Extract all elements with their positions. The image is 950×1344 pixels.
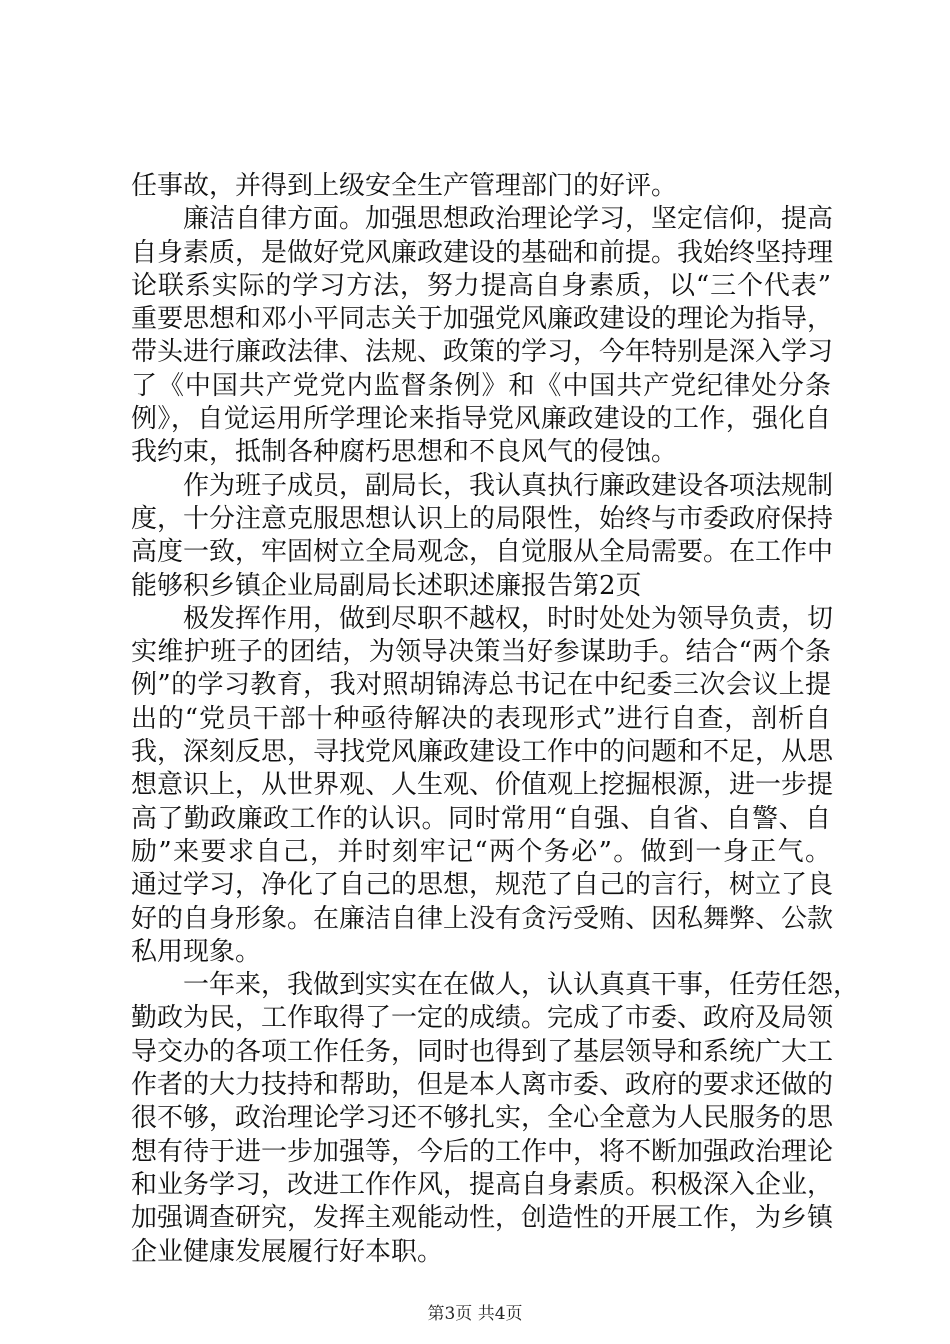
text-line: 重要思想和邓小平同志关于加强党风廉政建设的理论为指导， (131, 304, 834, 335)
text-line: 导交办的各项工作任务，同时也得到了基层领导和系统广大工 (131, 1036, 834, 1067)
text-line: 极发挥作用，做到尽职不越权，时时处处为领导负责，切 (183, 603, 834, 634)
text-line: 我约束，抵制各种腐朽思想和不良风气的侵蚀。 (131, 437, 678, 468)
text-line: 带头进行廉政法律、法规、政策的学习，今年特别是深入学习 (131, 337, 834, 368)
text-line: 想意识上，从世界观、人生观、价值观上挖掘根源，进一步提 (131, 770, 834, 801)
text-line: 加强调查研究，发挥主观能动性，创造性的开展工作，为乡镇 (131, 1203, 834, 1234)
text-line: 廉洁自律方面。加强思想政治理论学习，坚定信仰，提高 (183, 204, 834, 235)
text-line: 自身素质，是做好党风廉政建设的基础和前提。我始终坚持理 (131, 237, 834, 268)
text-line: 高了勤政廉政工作的认识。同时常用“自强、自省、自警、自 (131, 803, 831, 834)
text-line: 出的“党员干部十种亟待解决的表现形式”进行自查，剖析自 (131, 703, 831, 734)
text-line: 通过学习，净化了自己的思想，规范了自己的言行，树立了良 (131, 870, 834, 901)
page-footer: 第3页 共4页 (427, 1304, 523, 1324)
text-line: 高度一致，牢固树立全局观念，自觉服从全局需要。在工作中 (131, 537, 834, 568)
text-line: 一年来，我做到实实在在做人，认认真真干事，任劳任怨， (183, 970, 860, 1001)
text-line: 私用现象。 (131, 936, 262, 967)
text-line: 好的自身形象。在廉洁自律上没有贪污受贿、因私舞弊、公款 (131, 903, 834, 934)
text-line: 作者的大力技持和帮助，但是本人离市委、政府的要求还做的 (131, 1070, 834, 1101)
text-line: 很不够，政治理论学习还不够扎实，全心全意为人民服务的思 (131, 1103, 834, 1134)
text-line: 作为班子成员，副局长，我认真执行廉政建设各项法规制 (183, 470, 834, 501)
text-line: 任事故，并得到上级安全生产管理部门的好评。 (131, 171, 678, 201)
text-line: 想有待于进一步加强等，今后的工作中，将不断加强政治理论 (131, 1136, 834, 1167)
text-line: 论联系实际的学习方法，努力提高自身素质，以“三个代表” (131, 270, 831, 301)
text-line: 和业务学习，改进工作作风，提高自身素质。积极深入企业， (131, 1169, 834, 1200)
text-line: 例》，自觉运用所学理论来指导党风廉政建设的工作，强化自 (131, 404, 831, 435)
text-line: 能够积乡镇企业局副局长述职述廉报告第2页 (131, 570, 642, 601)
document-body (131, 170, 860, 1269)
text-line: 了《中国共产党党内监督条例》和《中国共产党纪律处分条 (131, 370, 831, 401)
text-line: 例”的学习教育，我对照胡锦涛总书记在中纪委三次会议上提 (131, 670, 831, 701)
text-line: 我，深刻反思，寻找党风廉政建设工作中的问题和不足，从思 (131, 737, 834, 768)
text-line: 实维护班子的团结，为领导决策当好参谋助手。结合“两个条 (131, 637, 831, 668)
text-line: 励”来要求自己，并时刻牢记“两个务必”。做到一身正气。 (131, 836, 831, 867)
text-line: 勤政为民，工作取得了一定的成绩。完成了市委、政府及局领 (131, 1003, 834, 1034)
text-line: 度，十分注意克服思想认识上的局限性，始终与市委政府保持 (131, 503, 834, 534)
text-line: 企业健康发展履行好本职。 (131, 1236, 444, 1267)
